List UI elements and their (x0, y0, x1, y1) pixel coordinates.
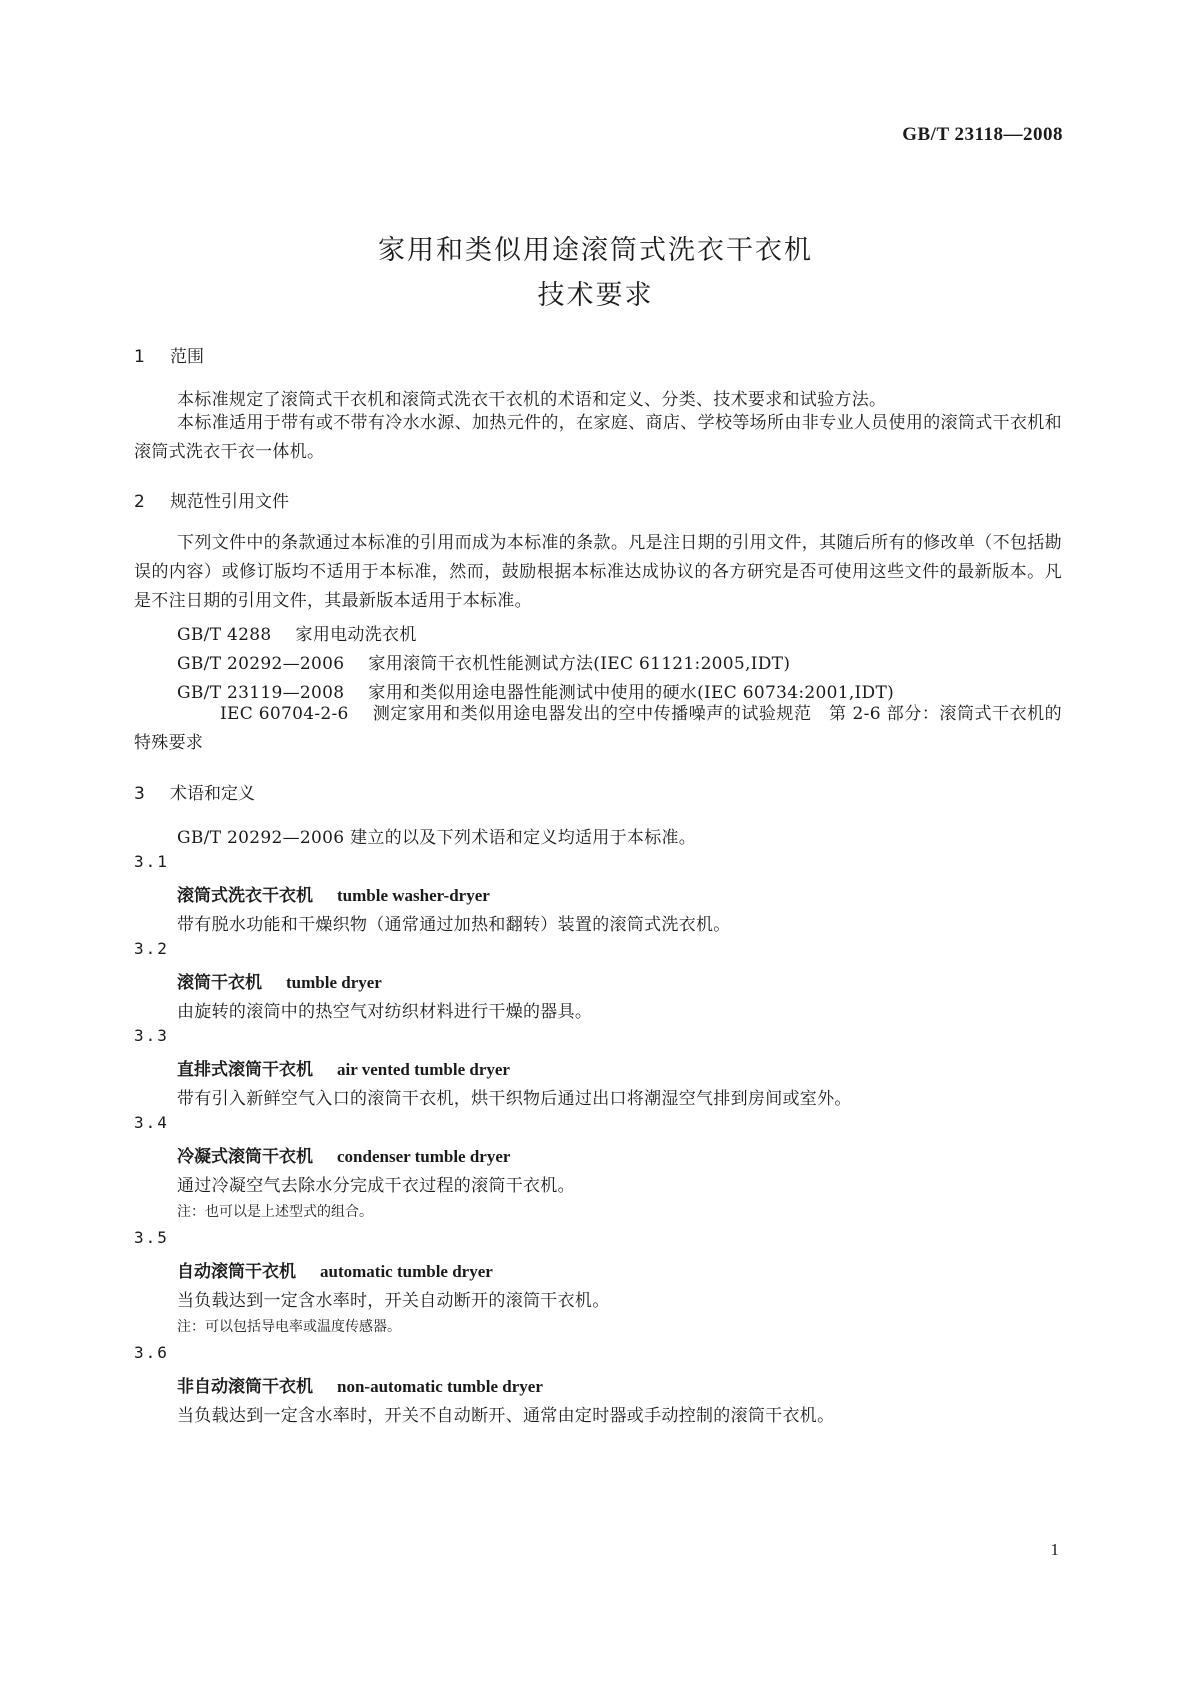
term-heading (177, 1142, 510, 1167)
term-definition: 当负载达到一定含水率时，开关不自动断开、通常由定时器或手动控制的滚筒干衣机。 (177, 1406, 835, 1426)
clause-number: 3.1 (134, 852, 169, 871)
term-english: tumble dryer (286, 973, 382, 992)
term-heading (177, 881, 490, 906)
reference-name: 家用滚筒干衣机性能测试方法(IEC 61121:2005,IDT) (368, 654, 791, 674)
clause-number: 3.3 (134, 1026, 169, 1045)
reference-item (177, 620, 417, 645)
section-heading-terms-definitions (134, 779, 255, 804)
term-note: 注：也可以是上述型式的组合。 (177, 1204, 373, 1220)
section-number: 3 (134, 784, 145, 804)
paragraph: 本标准规定了滚筒式干衣机和滚筒式洗衣干衣机的术语和定义、分类、技术要求和试验方法。 (177, 390, 887, 410)
reference-code: GB/T 20292—2006 (177, 654, 345, 674)
reference-name: 测定家用和类似用途电器发出的空中传播噪声的试验规范 第 2-6 部分：滚筒式干衣机的特殊要求 (134, 704, 1062, 753)
reference-name: 家用电动洗衣机 (295, 625, 417, 645)
section-title: 规范性引用文件 (170, 492, 289, 512)
clause-number: 3.5 (134, 1228, 169, 1247)
reference-code: GB/T 23119—2008 (177, 683, 345, 703)
term-english: condenser tumble dryer (337, 1147, 511, 1166)
term-heading (177, 1257, 493, 1282)
clause-number: 3.6 (134, 1343, 169, 1362)
term-definition: 通过冷凝空气去除水分完成干衣过程的滚筒干衣机。 (177, 1176, 575, 1196)
term-chinese: 自动滚筒干衣机 (177, 1262, 296, 1282)
term-definition: 带有脱水功能和干燥织物（通常通过加热和翻转）装置的滚筒式洗衣机。 (177, 915, 731, 935)
standard-code: GB/T 23118—2008 (902, 124, 1063, 145)
term-english: air vented tumble dryer (337, 1060, 510, 1079)
term-heading (177, 1372, 543, 1397)
term-definition: 当负载达到一定含水率时，开关自动断开的滚筒干衣机。 (177, 1291, 610, 1311)
paragraph: GB/T 20292—2006 建立的以及下列术语和定义均适用于本标准。 (177, 828, 697, 848)
term-note: 注：可以包括导电率或温度传感器。 (177, 1319, 401, 1335)
reference-item (177, 649, 790, 674)
term-definition: 由旋转的滚筒中的热空气对纺织材料进行干燥的器具。 (177, 1002, 593, 1022)
reference-item (134, 700, 1062, 758)
paragraph: 本标准适用于带有或不带有冷水水源、加热元件的，在家庭、商店、学校等场所由非专业人员使用的滚筒式干衣机和滚筒式洗衣干衣一体机。 (134, 413, 1062, 462)
section-title: 术语和定义 (170, 784, 255, 804)
term-heading (177, 968, 382, 993)
reference-name: 家用和类似用途电器性能测试中使用的硬水(IEC 60734:2001,IDT) (368, 683, 895, 703)
section-number: 1 (134, 347, 145, 367)
section-title: 范围 (170, 347, 204, 367)
clause-number: 3.2 (134, 939, 169, 958)
document-title: 家用和类似用途滚筒式洗衣干衣机 (378, 235, 813, 266)
document-subtitle: 技术要求 (537, 280, 654, 311)
page-number: 1 (1050, 1540, 1059, 1559)
term-heading (177, 1055, 510, 1080)
section-number: 2 (134, 492, 145, 512)
term-english: automatic tumble dryer (320, 1262, 493, 1281)
clause-number: 3.4 (134, 1113, 169, 1132)
term-chinese: 滚筒式洗衣干衣机 (177, 886, 313, 906)
term-chinese: 滚筒干衣机 (177, 973, 262, 993)
term-chinese: 非自动滚筒干衣机 (177, 1377, 313, 1397)
reference-code: GB/T 4288 (177, 625, 272, 645)
section-heading-normative-references (134, 487, 289, 512)
reference-code: IEC 60704-2-6 (220, 704, 349, 724)
term-english: non-automatic tumble dryer (337, 1377, 543, 1396)
paragraph: 下列文件中的条款通过本标准的引用而成为本标准的条款。凡是注日期的引用文件，其随后所有的修改单（不包括勘误的内容）或修订版均不适用于本标准，然而，鼓励根据本标准达成协议的各方研究是否可使用这些文件的最新版本。凡是不注日期的引用文件，其最新版本适用于本标准。 (134, 533, 1062, 611)
term-definition: 带有引入新鲜空气入口的滚筒干衣机，烘干织物后通过出口将潮湿空气排到房间或室外。 (177, 1089, 852, 1109)
term-chinese: 直排式滚筒干衣机 (177, 1060, 313, 1080)
term-english: tumble washer-dryer (337, 886, 490, 905)
term-chinese: 冷凝式滚筒干衣机 (177, 1147, 313, 1167)
section-heading-scope (134, 342, 204, 367)
